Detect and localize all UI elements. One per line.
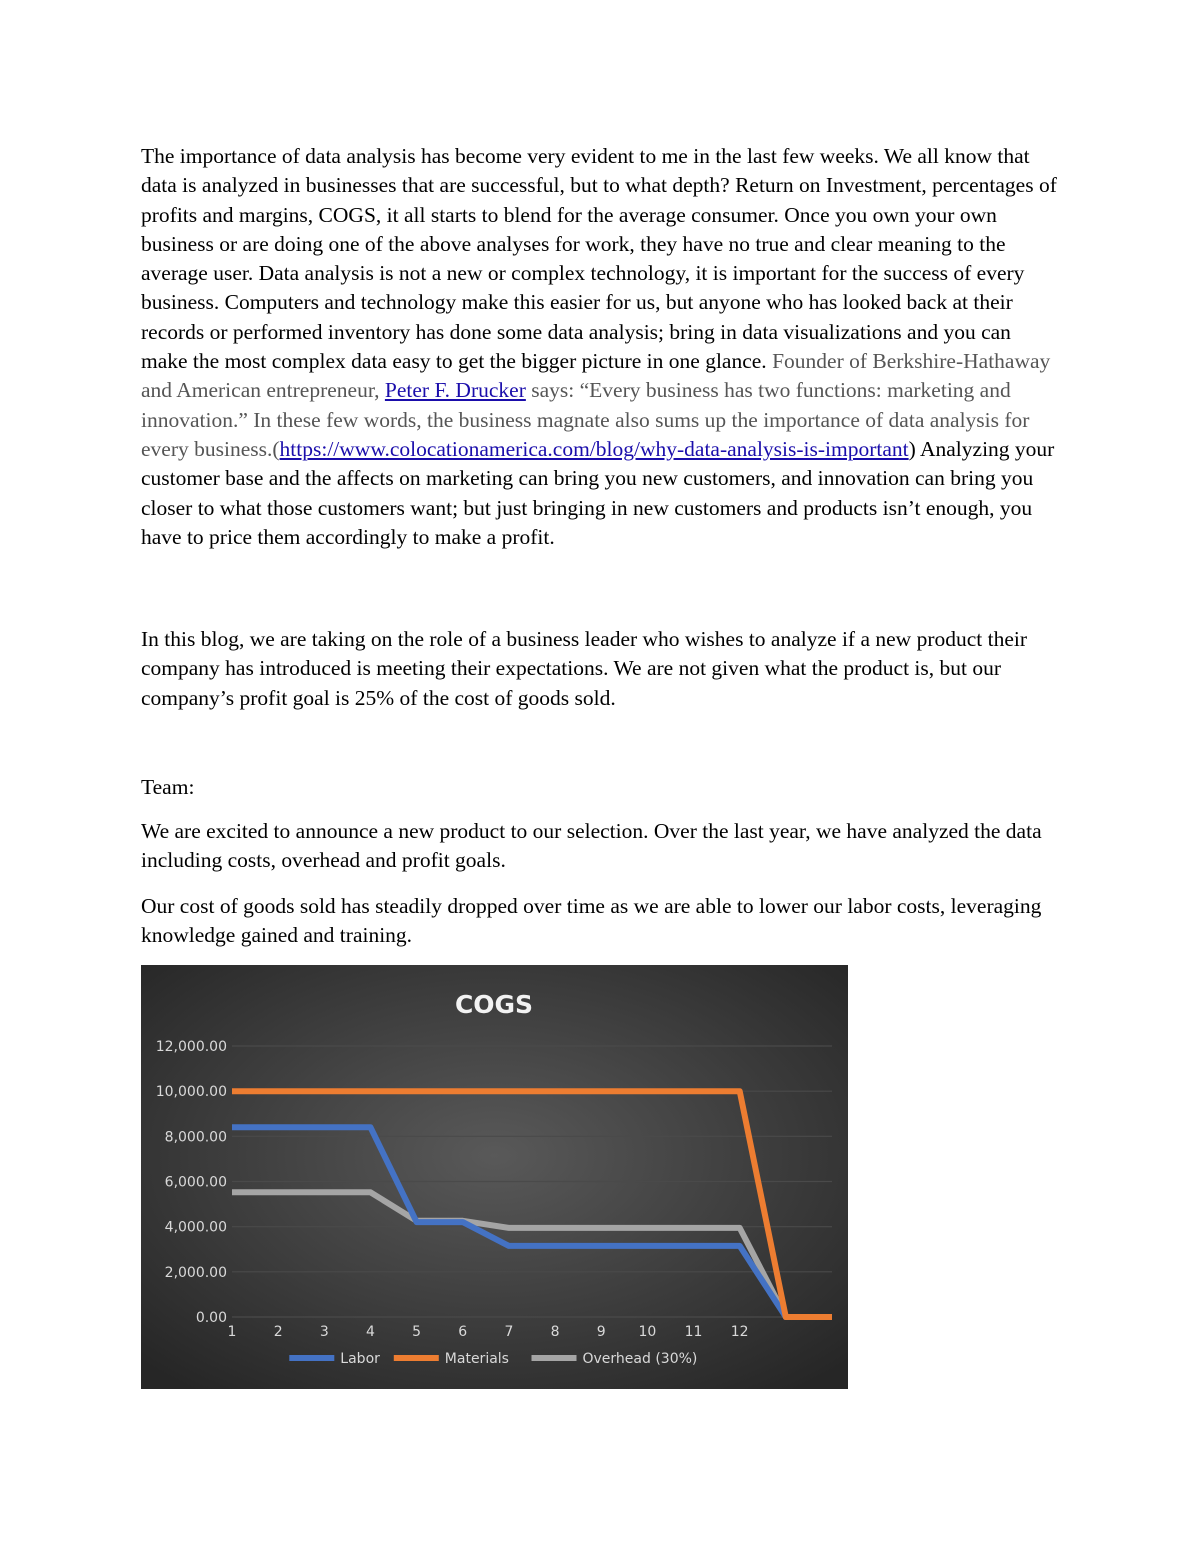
x-tick-label: 11 — [684, 1324, 703, 1340]
y-tick-label: 0.00 — [195, 1310, 227, 1326]
quote-text: says: “Every business has two functions: marketing and innovation.” In these few words, the business magnate also sums up the importance of data analysis for every business.( — [141, 378, 1030, 461]
x-tick-label: 8 — [550, 1324, 560, 1340]
chart-title: COGS — [454, 990, 534, 1019]
blog-role-paragraph: In this blog, we are taking on the role of a business leader who wishes to analyze if a new product their company has introduced is meeting their expectations. We are not given what the product is, but our company’s profit goal is 25% of the cost of goods sold. — [141, 627, 1028, 710]
cogs-chart-svg — [141, 965, 848, 1389]
legend-label: Materials — [444, 1351, 509, 1367]
y-tick-label: 2,000.00 — [164, 1264, 227, 1281]
announcement-paragraph: We are excited to announce a new product to our selection. Over the last year, we have analyzed the data including costs, overhead and profit goals. — [141, 819, 1042, 873]
x-tick-label: 9 — [596, 1324, 606, 1340]
y-tick-label: 8,000.00 — [164, 1129, 227, 1146]
x-tick-label: 1 — [227, 1324, 237, 1340]
source-url-link[interactable]: https://www.colocationamerica.com/blog/why-data-analysis-is-important — [279, 436, 909, 461]
legend-label: Labor — [340, 1351, 380, 1367]
cogs-paragraph: Our cost of goods sold has steadily dropped over time as we are able to lower our labor costs, leveraging knowledge gained and training. — [141, 894, 1042, 948]
drucker-link[interactable]: Peter F. Drucker — [384, 378, 526, 403]
legend-label: Overhead (30%) — [582, 1351, 698, 1367]
x-tick-label: 5 — [412, 1324, 422, 1340]
x-tick-label: 10 — [638, 1324, 657, 1340]
x-tick-label: 3 — [319, 1324, 329, 1340]
intro-paragraph — [141, 142, 1061, 552]
cogs-chart — [141, 965, 848, 1389]
x-tick-label: 6 — [458, 1324, 468, 1340]
intro-text: The importance of data analysis has become very evident to me in the last few weeks. We all know that data is analyzed in businesses that are successful, but to what depth? Return on Investment, percentages of profits and margins, COGS, it all starts to blend for the average consumer. Once you own your own business or are doing one of the above analyses for work, they have no true and clear meaning to the average user. Data analysis is not a new or complex technology, it is important for the success of every business. Computers and technology make this easier for us, but anyone who has looked back at their records or performed inventory has done some data analysis; bring in data visualizations and you can make the most complex data easy to get the bigger picture in one glance. — [141, 144, 1057, 374]
y-tick-label: 6,000.00 — [164, 1174, 227, 1191]
x-tick-label: 2 — [273, 1324, 283, 1340]
y-tick-label: 10,000.00 — [155, 1084, 227, 1101]
x-tick-label: 12 — [730, 1324, 749, 1340]
intro-text-continued: ) Analyzing your customer base and the affects on marketing can bring you new customers, and innovation can bring you closer to what those customers want; but just bringing in new customers and products isn’t enough, you have to price them accordingly to make a profit. — [141, 436, 1055, 549]
y-tick-label: 4,000.00 — [164, 1219, 227, 1236]
quote-intro-text: Founder of Berkshire-Hathaway and American entrepreneur, — [141, 349, 1051, 403]
salutation: Team: — [141, 775, 195, 799]
x-tick-label: 7 — [504, 1324, 514, 1340]
x-tick-label: 4 — [366, 1324, 375, 1340]
y-tick-label: 12,000.00 — [155, 1039, 227, 1055]
